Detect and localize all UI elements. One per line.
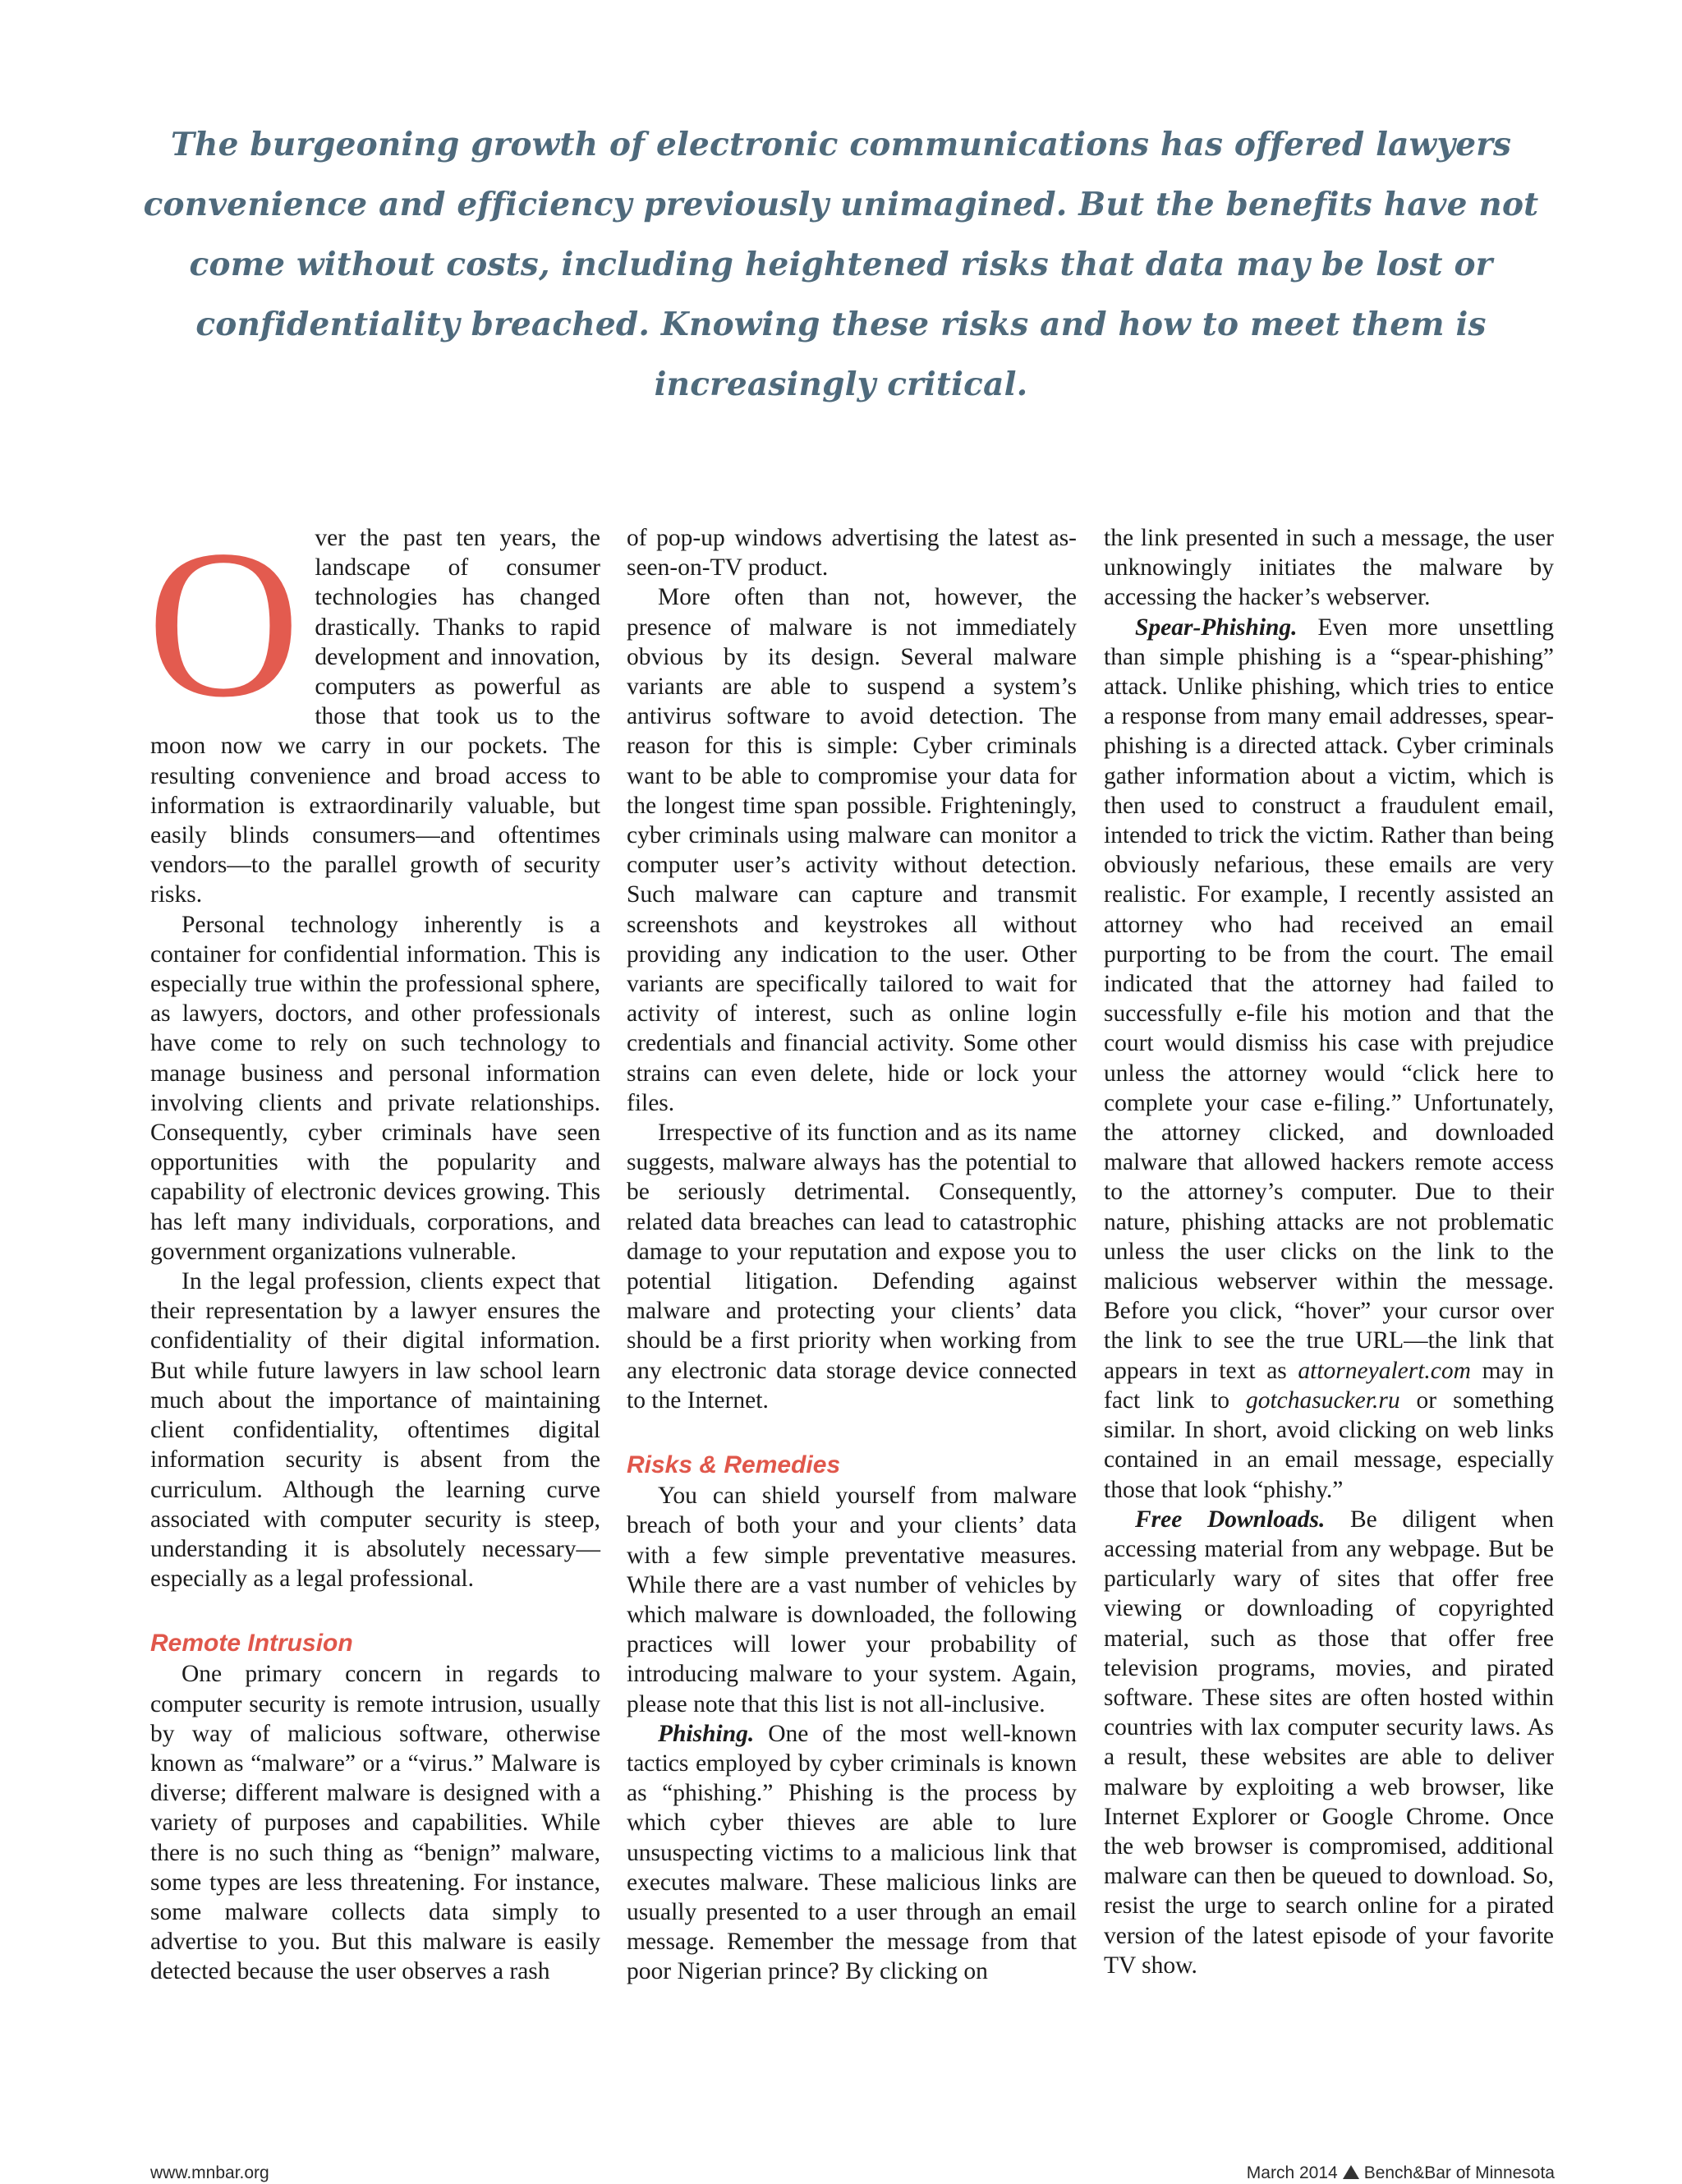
paragraph-text: One of the most well-known tactics employed by cyber criminals is known as “phishing.” Phishing is the process by which cyber thieves are able to lure unsuspecting victims to a malicious link that executes malware. These malicious links are usually presented to a user through an email message. Remember the message from that poor Nigerian prince? By clicking on: [627, 1720, 1077, 1985]
article-column-1: [147, 506, 600, 1987]
paragraph: Irrespective of its function and as its name suggests, malware always has the potential to be seriously detrimental. Consequently, related data breaches can lead to catastrophic damage to your reputation and expose you to potential litigation. Defending against malware and protecting your clients’ data should be a first priority when working from any electronic data storage device connected to the Internet.: [627, 1120, 1077, 1414]
paragraph-phishing: [627, 1719, 1077, 1987]
run-in-head: Free Downloads.: [1135, 1506, 1326, 1533]
paragraph-free-downloads: [1104, 1505, 1554, 1980]
paragraph: of pop-up windows advertising the latest as-seen-on-TV product.: [627, 525, 1077, 582]
example-url: attorneyalert.com: [1298, 1357, 1471, 1384]
paragraph-spear-phishing: [1104, 613, 1554, 1505]
paragraph: Personal technology inherently is a container for confidential information. This is especially true within the professional sphere, as lawyers, doctors, and other professionals have come to rely on such technology to manage business and personal information involving clients and private relationships. Consequently, cyber criminals have seen opportunities with the popularity and capability of electronic devices growing. This has left many individuals, corporations, and government organizations vulnerable.: [150, 911, 600, 1265]
example-url: gotchasucker.ru: [1245, 1386, 1400, 1414]
paragraph: In the legal profession, clients expect that their representation by a lawyer ensures the confidentiality of their digital information. But while future lawyers in law school learn much about the importance of maintaining client confidentiality, oftentimes digital information security is absent from the curriculum. Although the learning curve associated with computer security is steep, understanding it is absolutely necessary—especially as a legal professional.: [150, 1268, 600, 1593]
paragraph-text: may in fact link to: [1104, 1357, 1554, 1414]
paragraph: You can shield yourself from malware breach of both your and your clients’ data with a few simple preventative measures. While there are a vast number of vehicles by which malware is downloaded, the following practices will lower your probability of introducing malware to your system. Again, please note that this list is not all-inclusive.: [627, 1483, 1077, 1717]
paragraph-text: Be diligent when accessing material from any webpage. But be particularly wary of sites that offer free viewing or downloading of copyrighted material, such as those that offer free television programs, movies, and pirated software. These sites are often hosted within countries with lax computer security laws. As a result, these websites are able to deliver malware by exploiting a web browser, like Internet Explorer or Google Chrome. Once the web browser is compromised, additional malware can then be queued to download. So, resist the urge to search online for a pirated version of the latest episode of your favorite TV show.: [1104, 1506, 1554, 1979]
article-column-2: [627, 523, 1077, 1987]
paragraph-text: Even more unsettling than simple phishing is a “spear-phishing” attack. Unlike phishing, which tries to entice a response from many email addresses, spear-phishing is a directed attack. Cyber criminals gather information about a victim, which is then used to construct a fraudulent email, intended to trick the victim. Rather than being obviously nefarious, these emails are very realistic. For example, I recently assisted an attorney who had received an email purporting to be from the court. The email indicated that the attorney had failed to successfully e-file his motion and that the court would dismiss his case with prejudice unless the attorney would “click here to complete your case e-filing.” Unfortunately, the attorney clicked, and downloaded malware that allowed hackers remote access to the attorney’s computer. Due to their nature, phishing attacks are not problematic unless the user clicks on the link to the malicious webserver within the message. Before you click, “hover” your cursor over the link to see the true URL—the link that appears in text as: [1104, 614, 1554, 1384]
footer-url: www.mnbar.org: [150, 2163, 269, 2182]
footer-date: March 2014: [1246, 2163, 1338, 2182]
run-in-head: Spear-Phishing.: [1135, 614, 1298, 641]
paragraph: ver the past ten years, the landscape of consumer technologies has changed drastically. Thanks to rapid development and innovation, computers as powerful as those that took us to the moon now we carry in our pockets. The resulting convenience and broad access to information is extraordinarily valuable, but easily blinds consumers—and oftentimes vendors—to the parallel growth of security risks.: [150, 525, 600, 908]
deck-pullquote: The burgeoning growth of electronic communications has offered lawyers convenience and efficiency previously unimagined. But the benefits have not come without costs, including heightened risks that data may be lost or confidentiality breached. Knowing these risks and how to meet them is increasingly critical.: [143, 126, 1539, 403]
footer-publication: Bench&Bar of Minnesota: [1363, 2163, 1555, 2182]
run-in-head: Phishing.: [658, 1720, 755, 1747]
paragraph: the link presented in such a message, the user unknowingly initiates the malware by accessing the hacker’s webserver.: [1104, 525, 1554, 611]
triangle-separator-icon: [1343, 2165, 1359, 2179]
paragraph: One primary concern in regards to computer security is remote intrusion, usually by way of malicious software, otherwise known as “malware” or a “virus.” Malware is diverse; different malware is designed with a variety of purposes and capabilities. While there is no such thing as “benign” malware, some types are less threatening. For instance, some malware collects data simply to advertise to you. But this malware is easily detected because the user observes a rash: [150, 1661, 600, 1985]
paragraph: More often than not, however, the presence of malware is not immediately obvious by its design. Several malware variants are able to suspend a system’s antivirus software to avoid detection. The reason for this is simple: Cyber criminals want to be able to compromise your data for the longest time span possible. Frighteningly, cyber criminals using malware can monitor a computer user’s activity without detection. Such malware can capture and transmit screenshots and keystrokes all without providing any indication to the user. Other variants are specifically tailored to wait for activity of interest, such as online login credentials and financial activity. Some other strains can even delete, hide or lock your files.: [627, 584, 1077, 1116]
paragraph-text: or something similar. In short, avoid clicking on web links contained in an email message, especially those that look “phishy.”: [1104, 1386, 1554, 1503]
footer-publication-line: [1247, 2163, 1555, 2183]
section-heading-remote-intrusion: Remote Intrusion: [150, 1630, 353, 1658]
article-column-3: [1104, 523, 1554, 1980]
drop-cap: O: [147, 506, 301, 741]
section-heading-risks-remedies: Risks & Remedies: [627, 1451, 841, 1479]
